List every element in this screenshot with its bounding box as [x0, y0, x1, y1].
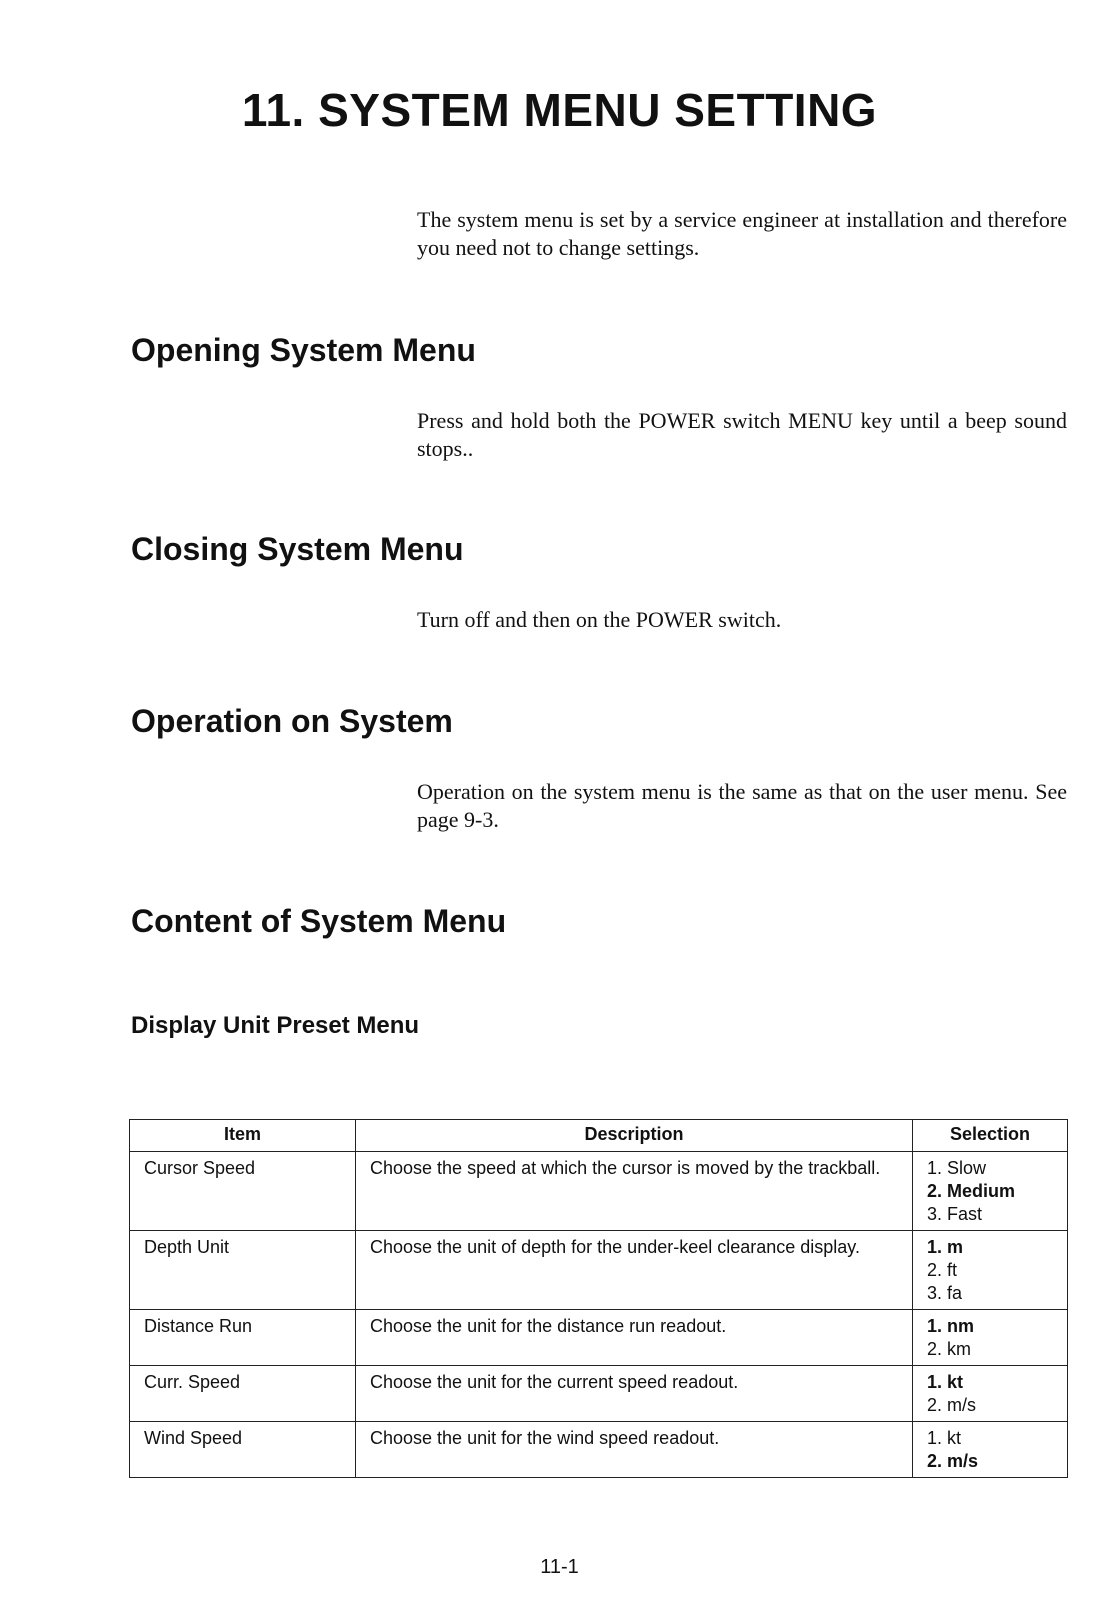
selection-option: 3. fa — [927, 1283, 963, 1303]
description-cell: Choose the unit for the distance run readout. — [356, 1310, 913, 1366]
item-cell: Curr. Speed — [130, 1366, 356, 1422]
description-cell: Choose the unit for the current speed readout. — [356, 1366, 913, 1422]
table-header-row — [130, 1120, 1068, 1152]
selection-cell — [913, 1422, 1068, 1478]
closing-text: Turn off and then on the POWER switch. — [417, 607, 782, 632]
selection-cell — [913, 1152, 1068, 1231]
selection-option-default: 2. Medium — [927, 1181, 1016, 1201]
selection-option: 2. m/s — [927, 1395, 977, 1415]
table-row — [130, 1310, 1068, 1366]
item-cell: Depth Unit — [130, 1231, 356, 1310]
selection-option: 3. Fast — [927, 1204, 983, 1224]
page-number: 11-1 — [540, 1556, 579, 1578]
opening-heading: Opening System Menu — [131, 332, 476, 368]
display-unit-preset-table — [129, 1119, 1068, 1478]
selection-option-default: 1. m — [927, 1237, 964, 1257]
column-header-item: Item — [130, 1120, 356, 1152]
selection-option: 1. kt — [927, 1428, 962, 1448]
selection-cell — [913, 1310, 1068, 1366]
display-unit-preset-heading: Display Unit Preset Menu — [131, 1012, 420, 1039]
column-header-selection: Selection — [913, 1120, 1068, 1152]
table-row — [130, 1422, 1068, 1478]
operation-text: Operation on the system menu is the same as that on the user menu. See page 9-3. — [417, 779, 1067, 832]
selection-option: 1. Slow — [927, 1158, 987, 1178]
intro-text: The system menu is set by a service engineer at installation and therefore you need not to change settings. — [417, 207, 1067, 260]
selection-option-default: 2. m/s — [927, 1451, 979, 1471]
closing-heading: Closing System Menu — [131, 531, 464, 567]
selection-cell — [913, 1366, 1068, 1422]
table-row — [130, 1231, 1068, 1310]
table-row — [130, 1366, 1068, 1422]
selection-option: 2. km — [927, 1339, 972, 1359]
item-cell: Cursor Speed — [130, 1152, 356, 1231]
description-cell: Choose the unit of depth for the under-keel clearance display. — [356, 1231, 913, 1310]
selection-option-default: 1. kt — [927, 1372, 964, 1392]
item-cell: Distance Run — [130, 1310, 356, 1366]
selection-cell — [913, 1231, 1068, 1310]
page-title: 11. SYSTEM MENU SETTING — [241, 84, 878, 136]
description-cell: Choose the unit for the wind speed readout. — [356, 1422, 913, 1478]
table-body — [130, 1152, 1068, 1478]
selection-option: 2. ft — [927, 1260, 958, 1280]
description-cell: Choose the speed at which the cursor is moved by the trackball. — [356, 1152, 913, 1231]
operation-heading: Operation on System — [131, 703, 453, 739]
column-header-description: Description — [356, 1120, 913, 1152]
table-row — [130, 1152, 1068, 1231]
content-heading: Content of System Menu — [131, 903, 507, 939]
selection-option-default: 1. nm — [927, 1316, 975, 1336]
item-cell: Wind Speed — [130, 1422, 356, 1478]
opening-text: Press and hold both the POWER switch MENU key until a beep sound stops.. — [417, 408, 1067, 461]
